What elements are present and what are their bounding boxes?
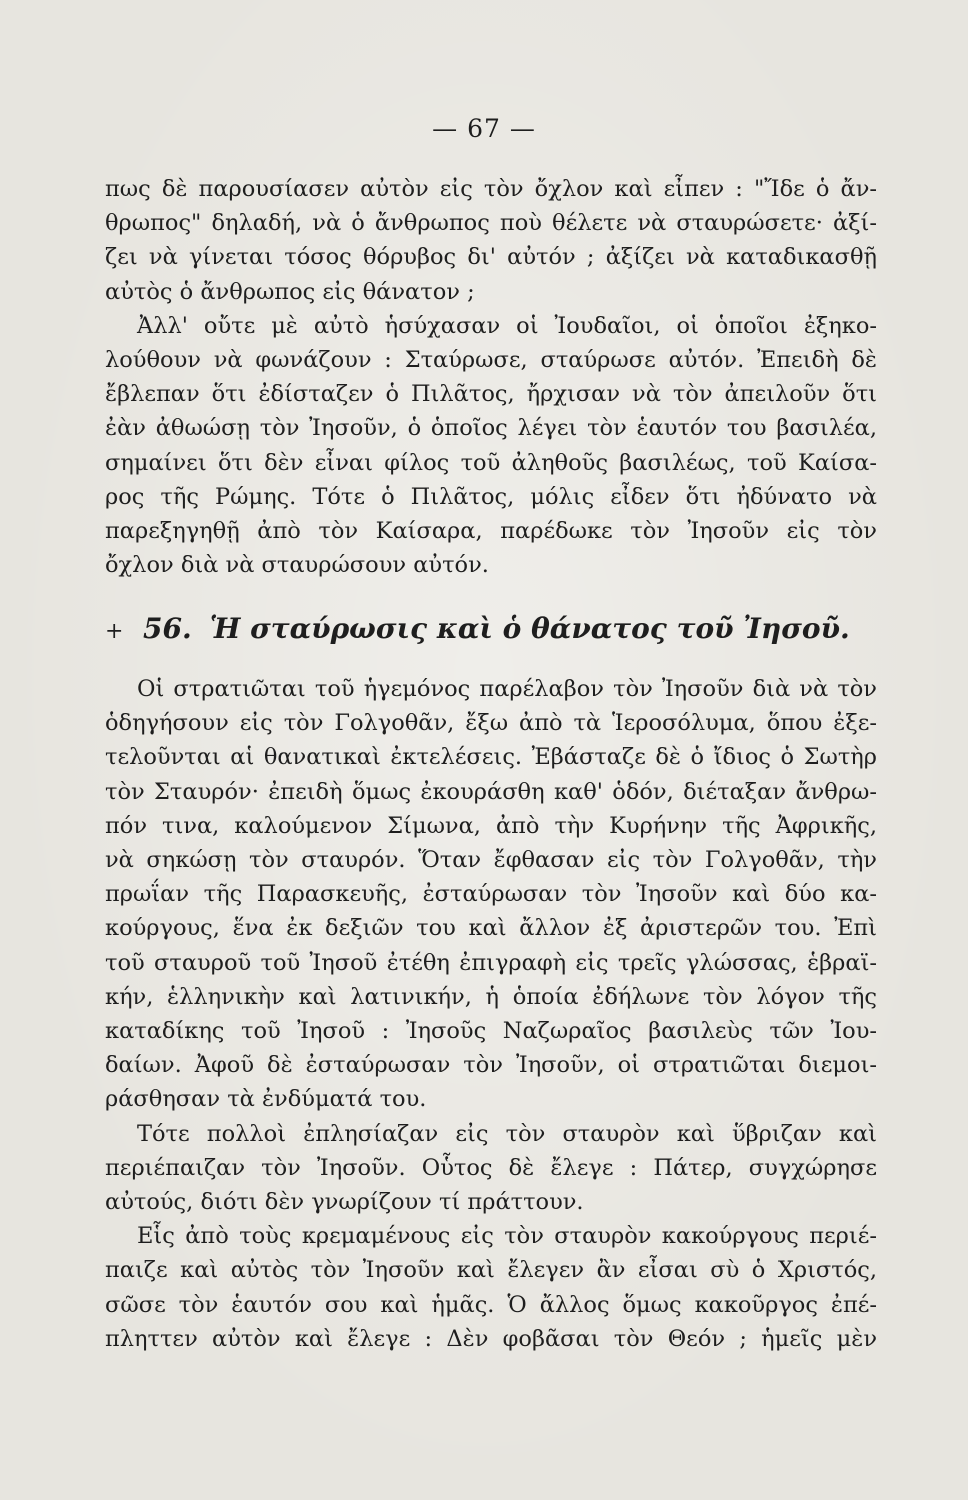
text-line: ἔβλεπαν ὅτι ἐδίσταζεν ὁ Πιλᾶτος, ἤρχισαν νὰ τὸν ἀπειλοῦν ὅτι <box>105 381 877 408</box>
text-line: σημαίνει ὅτι δὲν εἶναι φίλος τοῦ ἀληθοῦς βασιλέως, τοῦ Καίσα- <box>105 449 877 476</box>
text-line: ὄχλον διὰ νὰ σταυρώσουν αὐτόν. <box>105 552 489 579</box>
text-line: αὐτὸς ὁ ἄνθρωπος εἰς θάνατον ; <box>105 278 475 305</box>
text-block-lower <box>105 672 877 1356</box>
text-line: περιέπαιζαν τὸν Ἰησοῦν. Οὗτος δὲ ἔλεγε : Πάτερ, συγχώρησε <box>105 1154 877 1181</box>
text-line: πρωΐαν τῆς Παρασκευῆς, ἐσταύρωσαν τὸν Ἰησοῦν καὶ δύο κα- <box>105 881 877 908</box>
text-line: Οἱ στρατιῶται τοῦ ἡγεμόνος παρέλαβον τὸν Ἰησοῦν διὰ νὰ τὸν <box>137 676 877 702</box>
text-line: κούργους, ἕνα ἐκ δεξιῶν του καὶ ἄλλον ἐξ ἀριστερῶν του. Ἐπὶ <box>105 915 877 942</box>
page-number: — 67 — <box>432 114 536 143</box>
text-line: κήν, ἑλληνικὴν καὶ λατινικήν, ἡ ὁποία ἐδήλωνε τὸν λόγον τῆς <box>105 983 877 1010</box>
text-line: νὰ σηκώσῃ τὸν σταυρόν. Ὅταν ἔφθασαν εἰς τὸν Γολγοθᾶν, τὴν <box>105 847 877 874</box>
text-line: λούθουν νὰ φωνάζουν : Σταύρωσε, σταύρωσε αὐτόν. Ἐπειδὴ δὲ <box>105 347 877 374</box>
text-line: παιζε καὶ αὐτὸς τὸν Ἰησοῦν καὶ ἔλεγεν ἂν εἶσαι σὺ ὁ Χριστός, <box>105 1257 877 1284</box>
text-line: Τότε πολλοὶ ἐπλησίαζαν εἰς τὸν σταυρὸν καὶ ὕβριζαν καὶ <box>137 1120 877 1147</box>
text-line: ἐὰν ἀθωώσῃ τὸν Ἰησοῦν, ὁ ὁποῖος λέγει τὸν ἑαυτόν του βασιλέα, <box>105 415 877 442</box>
text-line: ζει νὰ γίνεται τόσος θόρυβος δι' αὐτόν ; ἀξίζει νὰ καταδικασθῇ <box>105 244 877 271</box>
section-heading <box>105 612 877 645</box>
section-number: 56. <box>143 612 192 645</box>
text-line: ράσθησαν τὰ ἐνδύματά του. <box>105 1086 427 1113</box>
text-block-upper <box>105 172 877 582</box>
paragraph-2 <box>105 309 877 583</box>
section-marker: + <box>105 619 124 644</box>
paragraph-3 <box>105 672 877 1117</box>
text-line: πληττεν αὐτὸν καὶ ἔλεγε : Δὲν φοβᾶσαι τὸν Θεόν ; ἡμεῖς μὲν <box>105 1325 877 1352</box>
text-line: αὐτούς, διότι δὲν γνωρίζουν τί πράττουν. <box>105 1189 584 1216</box>
text-line: ρος τῆς Ρώμης. Τότε ὁ Πιλᾶτος, μόλις εἶδεν ὅτι ἠδύνατο νὰ <box>105 483 877 510</box>
paragraph-4 <box>105 1117 877 1220</box>
paragraph-1 <box>105 172 877 309</box>
text-line: ὁδηγήσουν εἰς τὸν Γολγοθᾶν, ἔξω ἀπὸ τὰ Ἱεροσόλυμα, ὅπου ἐξε- <box>105 710 877 737</box>
text-line: καταδίκης τοῦ Ἰησοῦ : Ἰησοῦς Ναζωραῖος βασιλεὺς τῶν Ἰου- <box>105 1018 877 1045</box>
text-line: τὸν Σταυρόν· ἐπειδὴ ὅμως ἐκουράσθη καθ' ὁδόν, διέταξαν ἄνθρω- <box>105 778 877 805</box>
text-line: τελοῦνται αἱ θανατικαὶ ἐκτελέσεις. Ἐβάσταζε δὲ ὁ ἴδιος ὁ Σωτὴρ <box>105 744 877 771</box>
text-line: δαίων. Ἀφοῦ δὲ ἐσταύρωσαν τὸν Ἰησοῦν, οἱ στρατιῶται διεμοι- <box>105 1052 877 1079</box>
text-line: θρωπος" δηλαδή, νὰ ὁ ἄνθρωπος ποὺ θέλετε νὰ σταυρώσετε· ἀξί- <box>105 210 877 237</box>
section-title: Ἡ σταύρωσις καὶ ὁ θάνατος τοῦ Ἰησοῦ. <box>209 612 850 645</box>
text-line: τοῦ σταυροῦ τοῦ Ἰησοῦ ἐτέθη ἐπιγραφὴ εἰς τρεῖς γλώσσας, ἑβραϊ- <box>105 949 877 976</box>
text-line: πόν τινα, καλούμενον Σίμωνα, ἀπὸ τὴν Κυρήνην τῆς Ἀφρικῆς, <box>105 812 877 839</box>
paragraph-5 <box>105 1219 877 1356</box>
text-line: παρεξηγηθῇ ἀπὸ τὸν Καίσαρα, παρέδωκε τὸν Ἰησοῦν εἰς τὸν <box>105 518 877 545</box>
text-line: Εἷς ἀπὸ τοὺς κρεμαμένους εἰς τὸν σταυρὸν κακούργους περιέ- <box>137 1223 877 1250</box>
text-line: πως δὲ παρουσίασεν αὐτὸν εἰς τὸν ὄχλον καὶ εἶπεν : "Ἴδε ὁ ἄν- <box>105 176 877 202</box>
text-line: σῶσε τὸν ἑαυτόν σου καὶ ἡμᾶς. Ὁ ἄλλος ὅμως κακοῦργος ἐπέ- <box>105 1291 877 1318</box>
text-line: Ἀλλ' οὔτε μὲ αὐτὸ ἡσύχασαν οἱ Ἰουδαῖοι, οἱ ὁποῖοι ἐξηκο- <box>137 312 877 339</box>
